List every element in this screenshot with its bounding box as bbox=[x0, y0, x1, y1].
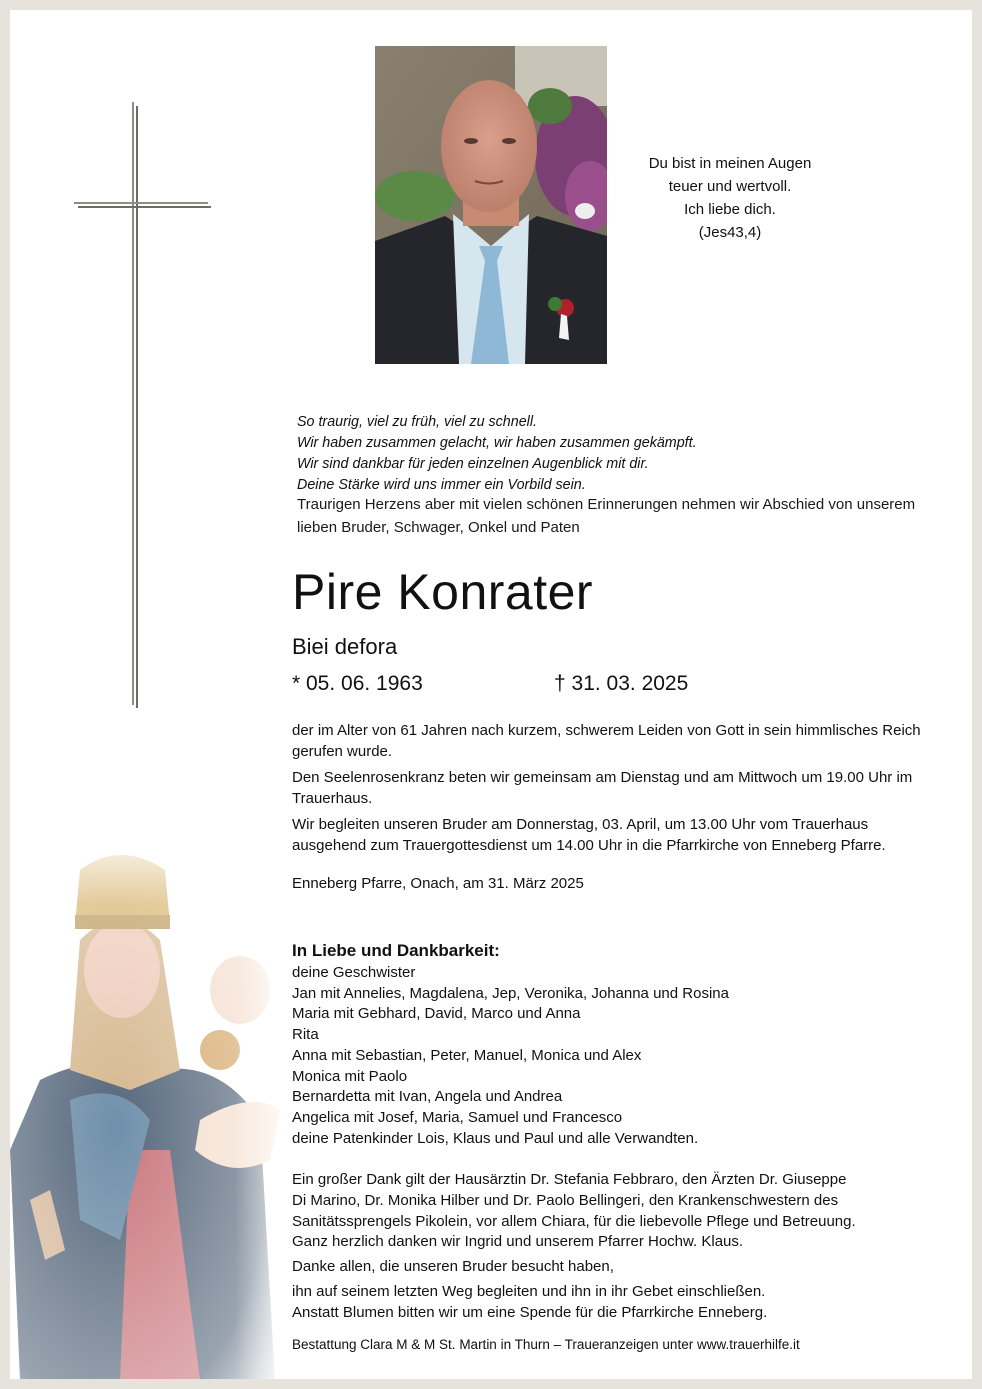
gratitude-line: Danke allen, die unseren Bruder besucht haben, bbox=[292, 1258, 614, 1276]
family-line: Monica mit Paolo bbox=[292, 1067, 408, 1085]
gratitude-line: Di Marino, Dr. Monika Hilber und Dr. Paolo Bellingeri, den Krankenschwestern des bbox=[292, 1191, 839, 1209]
poem-line: Deine Stärke wird uns immer ein Vorbild sein. bbox=[297, 477, 586, 493]
announcement-body bbox=[292, 720, 932, 899]
bible-quote bbox=[630, 152, 830, 244]
cross-horizontal-line bbox=[78, 206, 211, 208]
family-line: deine Patenkinder Lois, Klaus und Paul und alle Verwandten. bbox=[292, 1129, 699, 1147]
quote-line: teuer und wertvoll. bbox=[668, 178, 792, 195]
cross-horizontal-line bbox=[74, 202, 208, 204]
body-paragraph: Den Seelenrosenkranz beten wir gemeinsam am Dienstag und am Mittwoch um 19.00 Uhr im Trauerhaus. bbox=[292, 769, 913, 807]
obituary-page bbox=[10, 10, 972, 1379]
madonna-statue-image bbox=[10, 820, 310, 1379]
family-list bbox=[292, 963, 729, 1149]
poem-line: Wir sind dankbar für jeden einzelnen Augenblick mit dir. bbox=[297, 456, 649, 472]
funeral-home-footer: Bestattung Clara M & M St. Martin in Thurn – Traueranzeigen unter www.trauerhilfe.it bbox=[292, 1337, 800, 1352]
quote-reference: (Jes43,4) bbox=[698, 224, 762, 241]
deceased-nickname: Biei defora bbox=[292, 634, 398, 659]
poem-line: Wir haben zusammen gelacht, wir haben zusammen gekämpft. bbox=[297, 435, 697, 451]
memorial-poem bbox=[297, 412, 697, 496]
family-line: Bernardetta mit Ivan, Angela und Andrea bbox=[292, 1088, 563, 1106]
gratitude-text bbox=[292, 1170, 942, 1324]
gratitude-line: Ganz herzlich danken wir Ingrid und unserem Pfarrer Hochw. Klaus. bbox=[292, 1233, 744, 1251]
family-line: deine Geschwister bbox=[292, 964, 416, 981]
gratitude-line: Ein großer Dank gilt der Hausärztin Dr. Stefania Febbraro, den Ärzten Dr. Giuseppe bbox=[292, 1171, 847, 1188]
body-paragraph: Wir begleiten unseren Bruder am Donnerstag, 03. April, um 13.00 Uhr vom Trauerhaus ausgehend zum Trauergottesdienst um 14.00 Uhr in die Pfarrkirche von Enneberg Pfarre. bbox=[292, 816, 886, 854]
place-date: Enneberg Pfarre, Onach, am 31. März 2025 bbox=[292, 875, 584, 892]
family-line: Jan mit Annelies, Magdalena, Jep, Veronika, Johanna und Rosina bbox=[292, 984, 729, 1002]
cross-vertical-line bbox=[136, 106, 138, 708]
body-paragraph: der im Alter von 61 Jahren nach kurzem, schwerem Leiden von Gott in sein himmlisches Reich gerufen wurde. bbox=[292, 722, 921, 760]
deceased-name: Pire Konrater bbox=[292, 564, 594, 620]
family-line: Anna mit Sebastian, Peter, Manuel, Monica und Alex bbox=[292, 1046, 642, 1064]
portrait-photo bbox=[375, 46, 607, 364]
gratitude-line: ihn auf seinem letzten Weg begleiten und ihn in ihr Gebet einschließen. bbox=[292, 1282, 766, 1300]
thanks-heading: In Liebe und Dankbarkeit: bbox=[292, 941, 500, 960]
quote-line: Du bist in meinen Augen bbox=[648, 155, 812, 172]
gratitude-line: Sanitätssprengels Pikolein, vor allem Chiara, für die liebevolle Pflege und Betreuung. bbox=[292, 1212, 856, 1230]
quote-line: Ich liebe dich. bbox=[684, 201, 776, 218]
poem-line: So traurig, viel zu früh, viel zu schnell. bbox=[297, 414, 537, 430]
gratitude-line: Anstatt Blumen bitten wir um eine Spende für die Pfarrkirche Enneberg. bbox=[292, 1303, 768, 1321]
family-line: Angelica mit Josef, Maria, Samuel und Francesco bbox=[292, 1108, 623, 1126]
death-date: † 31. 03. 2025 bbox=[554, 672, 689, 695]
cross-vertical-line bbox=[132, 102, 134, 705]
intro-text: Traurigen Herzens aber mit vielen schönen Erinnerungen nehmen wir Abschied von unserem lieben Bruder, Schwager, Onkel und Paten bbox=[297, 496, 916, 536]
birth-date: * 05. 06. 1963 bbox=[292, 672, 423, 695]
family-line: Rita bbox=[292, 1026, 319, 1044]
family-line: Maria mit Gebhard, David, Marco und Anna bbox=[292, 1005, 581, 1023]
